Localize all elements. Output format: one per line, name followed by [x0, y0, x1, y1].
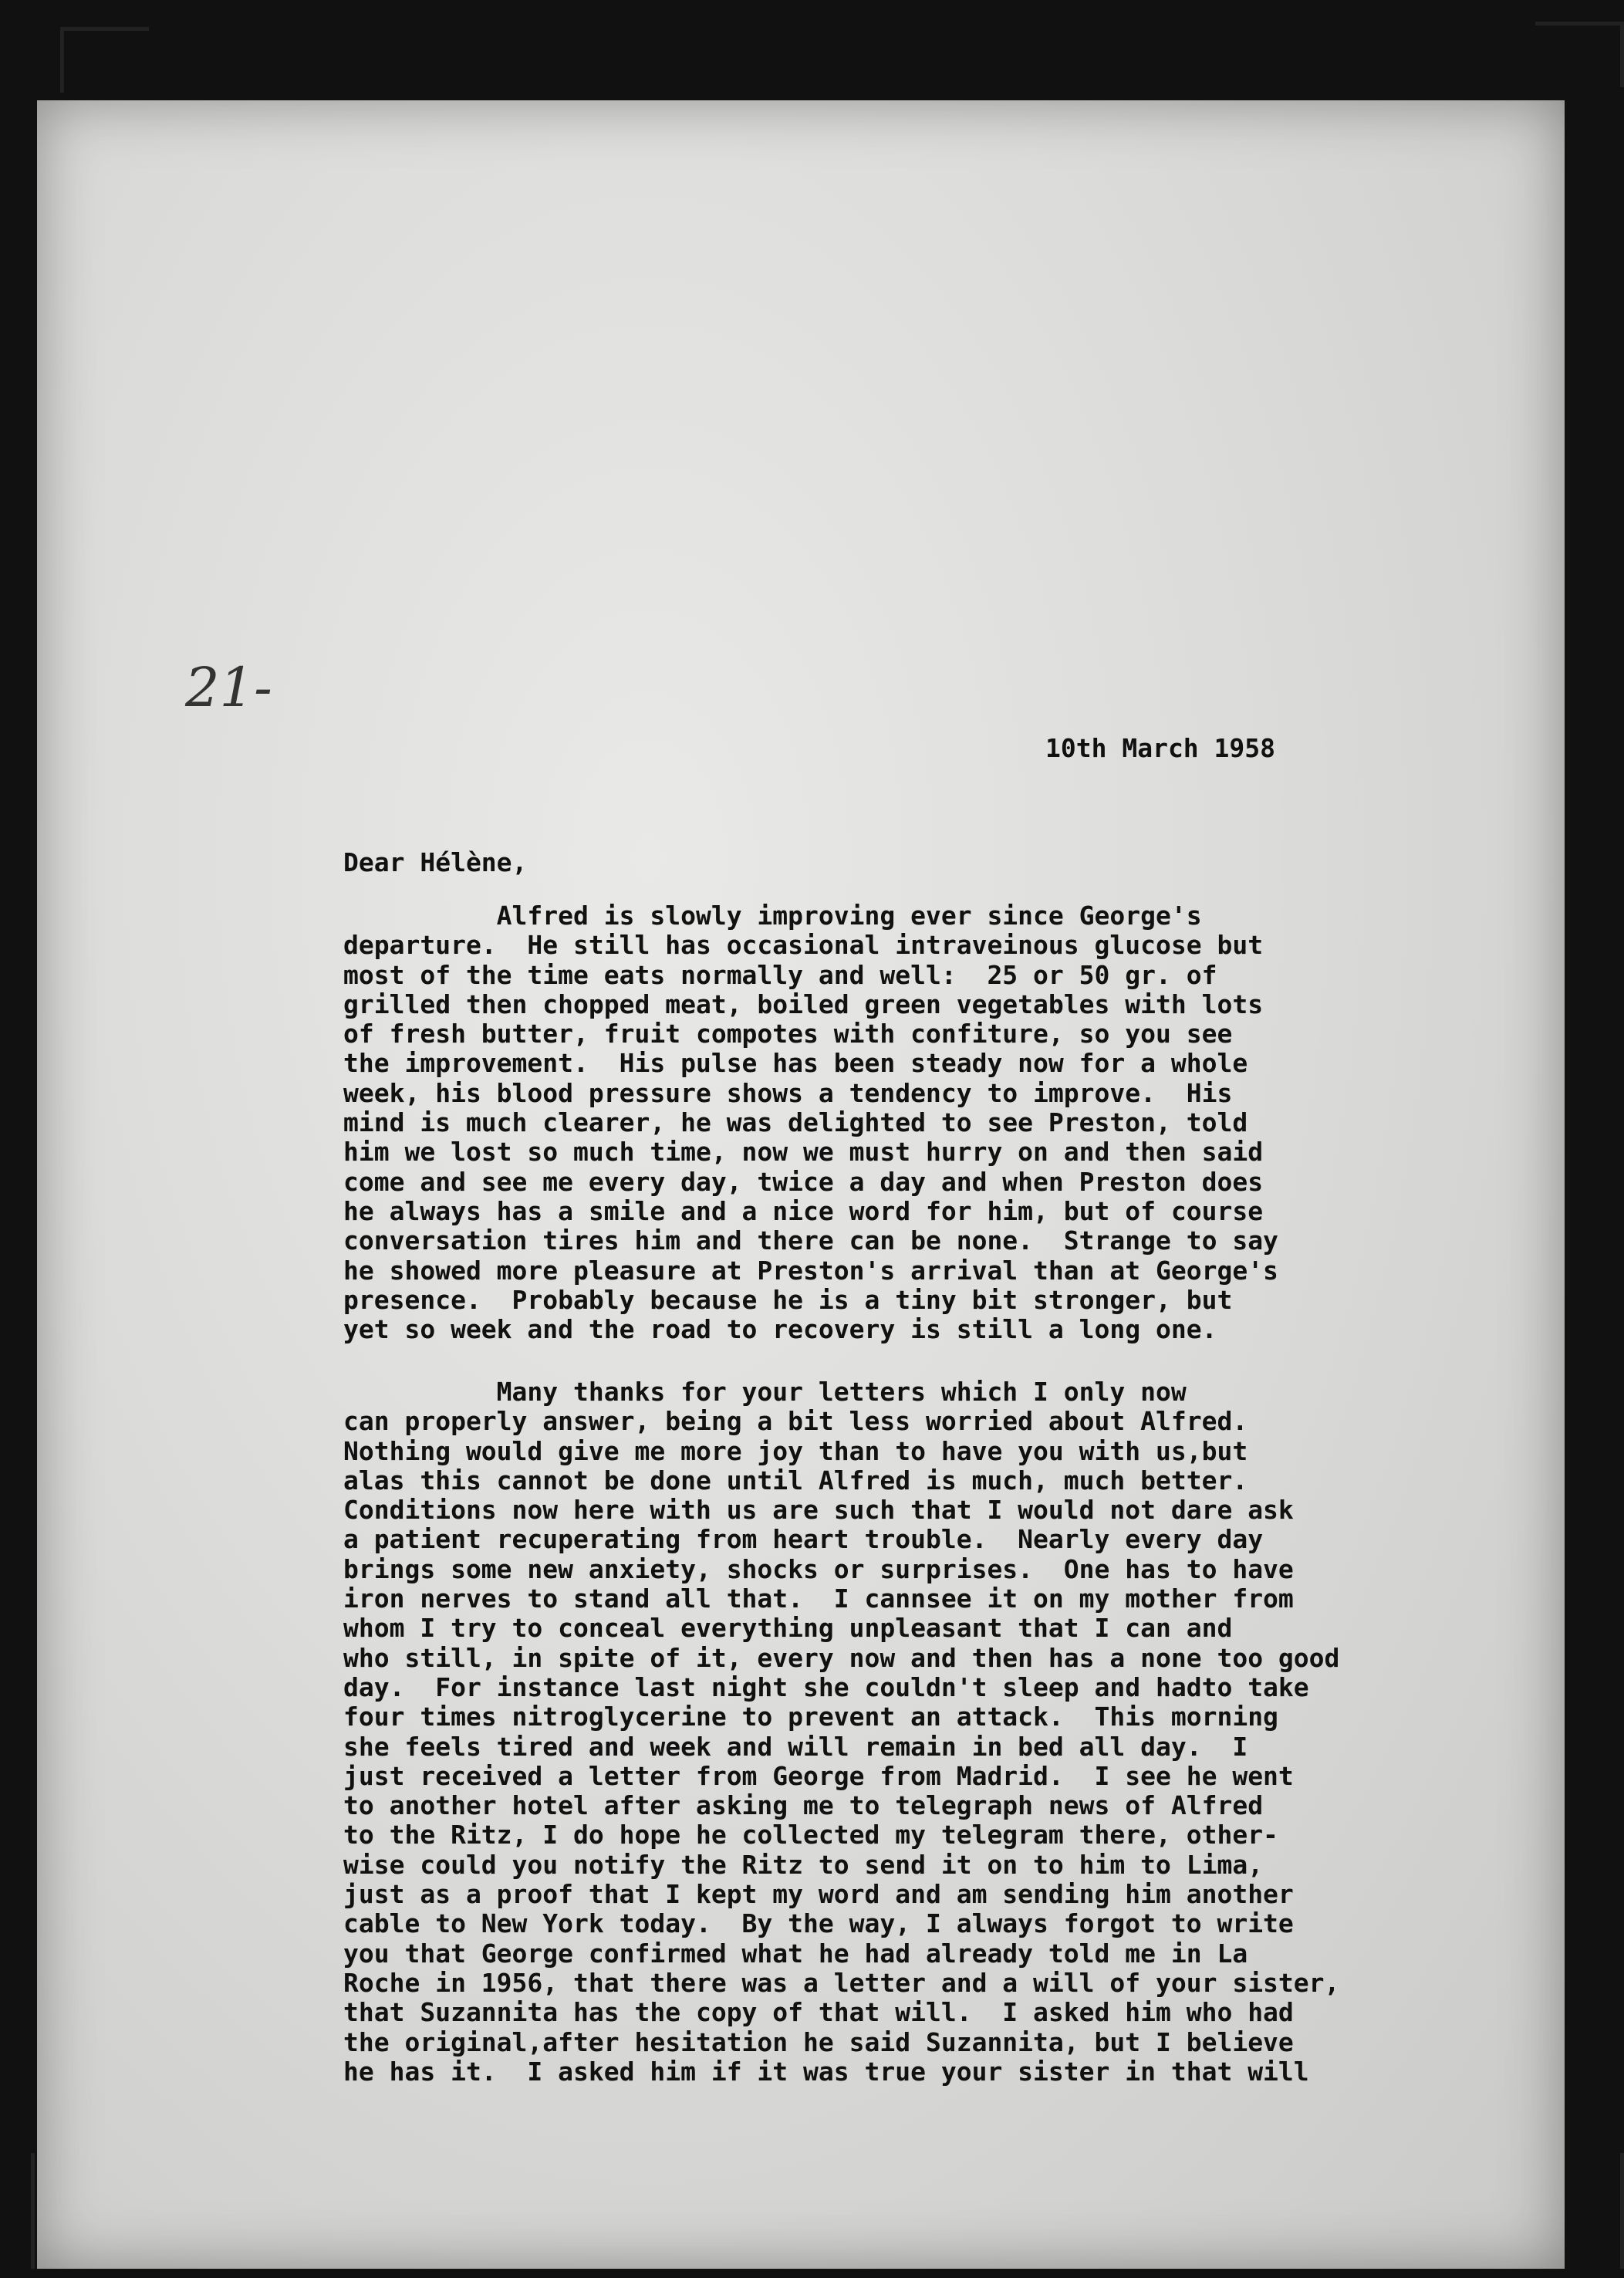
- text-line: come and see me every day, twice a day and when Preston does: [343, 1166, 1264, 1197]
- crop-mark-bottom-right: [1612, 2153, 1624, 2269]
- text-line: to the Ritz, I do hope he collected my telegram there, other-: [343, 1820, 1278, 1850]
- text-line: he always has a smile and a nice word for him, but of course: [343, 1195, 1264, 1226]
- text-line: departure. He still has occasional intraveinous glucose but: [343, 930, 1264, 961]
- text-line: grilled then chopped meat, boiled green vegetables with lots: [343, 989, 1264, 1019]
- text-line: day. For instance last night she couldn't sleep and hadto take: [343, 1671, 1309, 1702]
- text-line: yet so week and the road to recovery is still a long one.: [343, 1314, 1217, 1345]
- text-line: the original,after hesitation he said Suzannita, but I believe: [343, 2026, 1294, 2057]
- text-line: four times nitroglycerine to prevent an attack. This morning: [343, 1702, 1278, 1732]
- text-line: just as a proof that I kept my word and am sending him another: [343, 1879, 1294, 1910]
- paragraph-1: [343, 901, 1547, 1344]
- text-line: of fresh butter, fruit compotes with confiture, so you see: [343, 1019, 1233, 1049]
- handwritten-page-number: 21-: [185, 656, 272, 719]
- crop-mark-top-left: [60, 27, 149, 93]
- crop-mark-bottom-left: [31, 2153, 81, 2269]
- text-line: to another hotel after asking me to telegraph news of Alfred: [343, 1790, 1264, 1821]
- text-line: Nothing would give me more joy than to have you with us,but: [343, 1435, 1248, 1466]
- text-line: mind is much clearer, he was delighted to see Preston, told: [343, 1107, 1248, 1138]
- text-line: him we lost so much time, now we must hurry on and then said: [343, 1137, 1264, 1168]
- text-line: that Suzannita has the copy of that will. I asked him who had: [343, 1997, 1294, 2028]
- text-line: he has it. I asked him if it was true your sister in that will: [343, 2056, 1309, 2087]
- text-line: Conditions now here with us are such that I would not dare ask: [343, 1495, 1294, 1526]
- paragraph-2: [343, 1377, 1547, 2087]
- crop-mark-top-right: [1535, 22, 1624, 87]
- letter-date: 10th March 1958: [1045, 733, 1276, 763]
- text-line: she feels tired and week and will remain in bed all day. I: [343, 1731, 1248, 1762]
- text-line: you that George confirmed what he had already told me in La: [343, 1938, 1248, 1969]
- salutation: Dear Hélène,: [343, 847, 528, 877]
- text-line: conversation tires him and there can be none. Strange to say: [343, 1225, 1278, 1256]
- text-line: Alfred is slowly improving ever since George's: [343, 901, 1202, 931]
- text-line: a patient recuperating from heart trouble. Nearly every day: [343, 1524, 1264, 1555]
- text-line: week, his blood pressure shows a tendency to improve. His: [343, 1077, 1233, 1108]
- text-line: Roche in 1956, that there was a letter and a will of your sister,: [343, 1967, 1340, 1998]
- text-line: whom I try to conceal everything unpleasant that I can and: [343, 1613, 1233, 1644]
- text-line: just received a letter from George from Madrid. I see he went: [343, 1760, 1294, 1791]
- text-line: alas this cannot be done until Alfred is much, much better.: [343, 1465, 1248, 1496]
- text-line: most of the time eats normally and well: 25 or 50 gr. of: [343, 959, 1217, 990]
- text-line: wise could you notify the Ritz to send it on to him to Lima,: [343, 1849, 1264, 1880]
- text-line: can properly answer, being a bit less worried about Alfred.: [343, 1406, 1248, 1437]
- text-line: who still, in spite of it, every now and then has a none too good: [343, 1642, 1340, 1673]
- text-line: the improvement. His pulse has been steady now for a whole: [343, 1048, 1248, 1079]
- text-line: brings some new anxiety, shocks or surprises. One has to have: [343, 1553, 1294, 1584]
- text-line: presence. Probably because he is a tiny bit stronger, but: [343, 1284, 1233, 1315]
- text-line: iron nerves to stand all that. I cannsee it on my mother from: [343, 1583, 1294, 1614]
- text-line: Many thanks for your letters which I only now: [343, 1377, 1187, 1407]
- text-line: cable to New York today. By the way, I always forgot to write: [343, 1908, 1294, 1939]
- text-line: he showed more pleasure at Preston's arrival than at George's: [343, 1255, 1278, 1286]
